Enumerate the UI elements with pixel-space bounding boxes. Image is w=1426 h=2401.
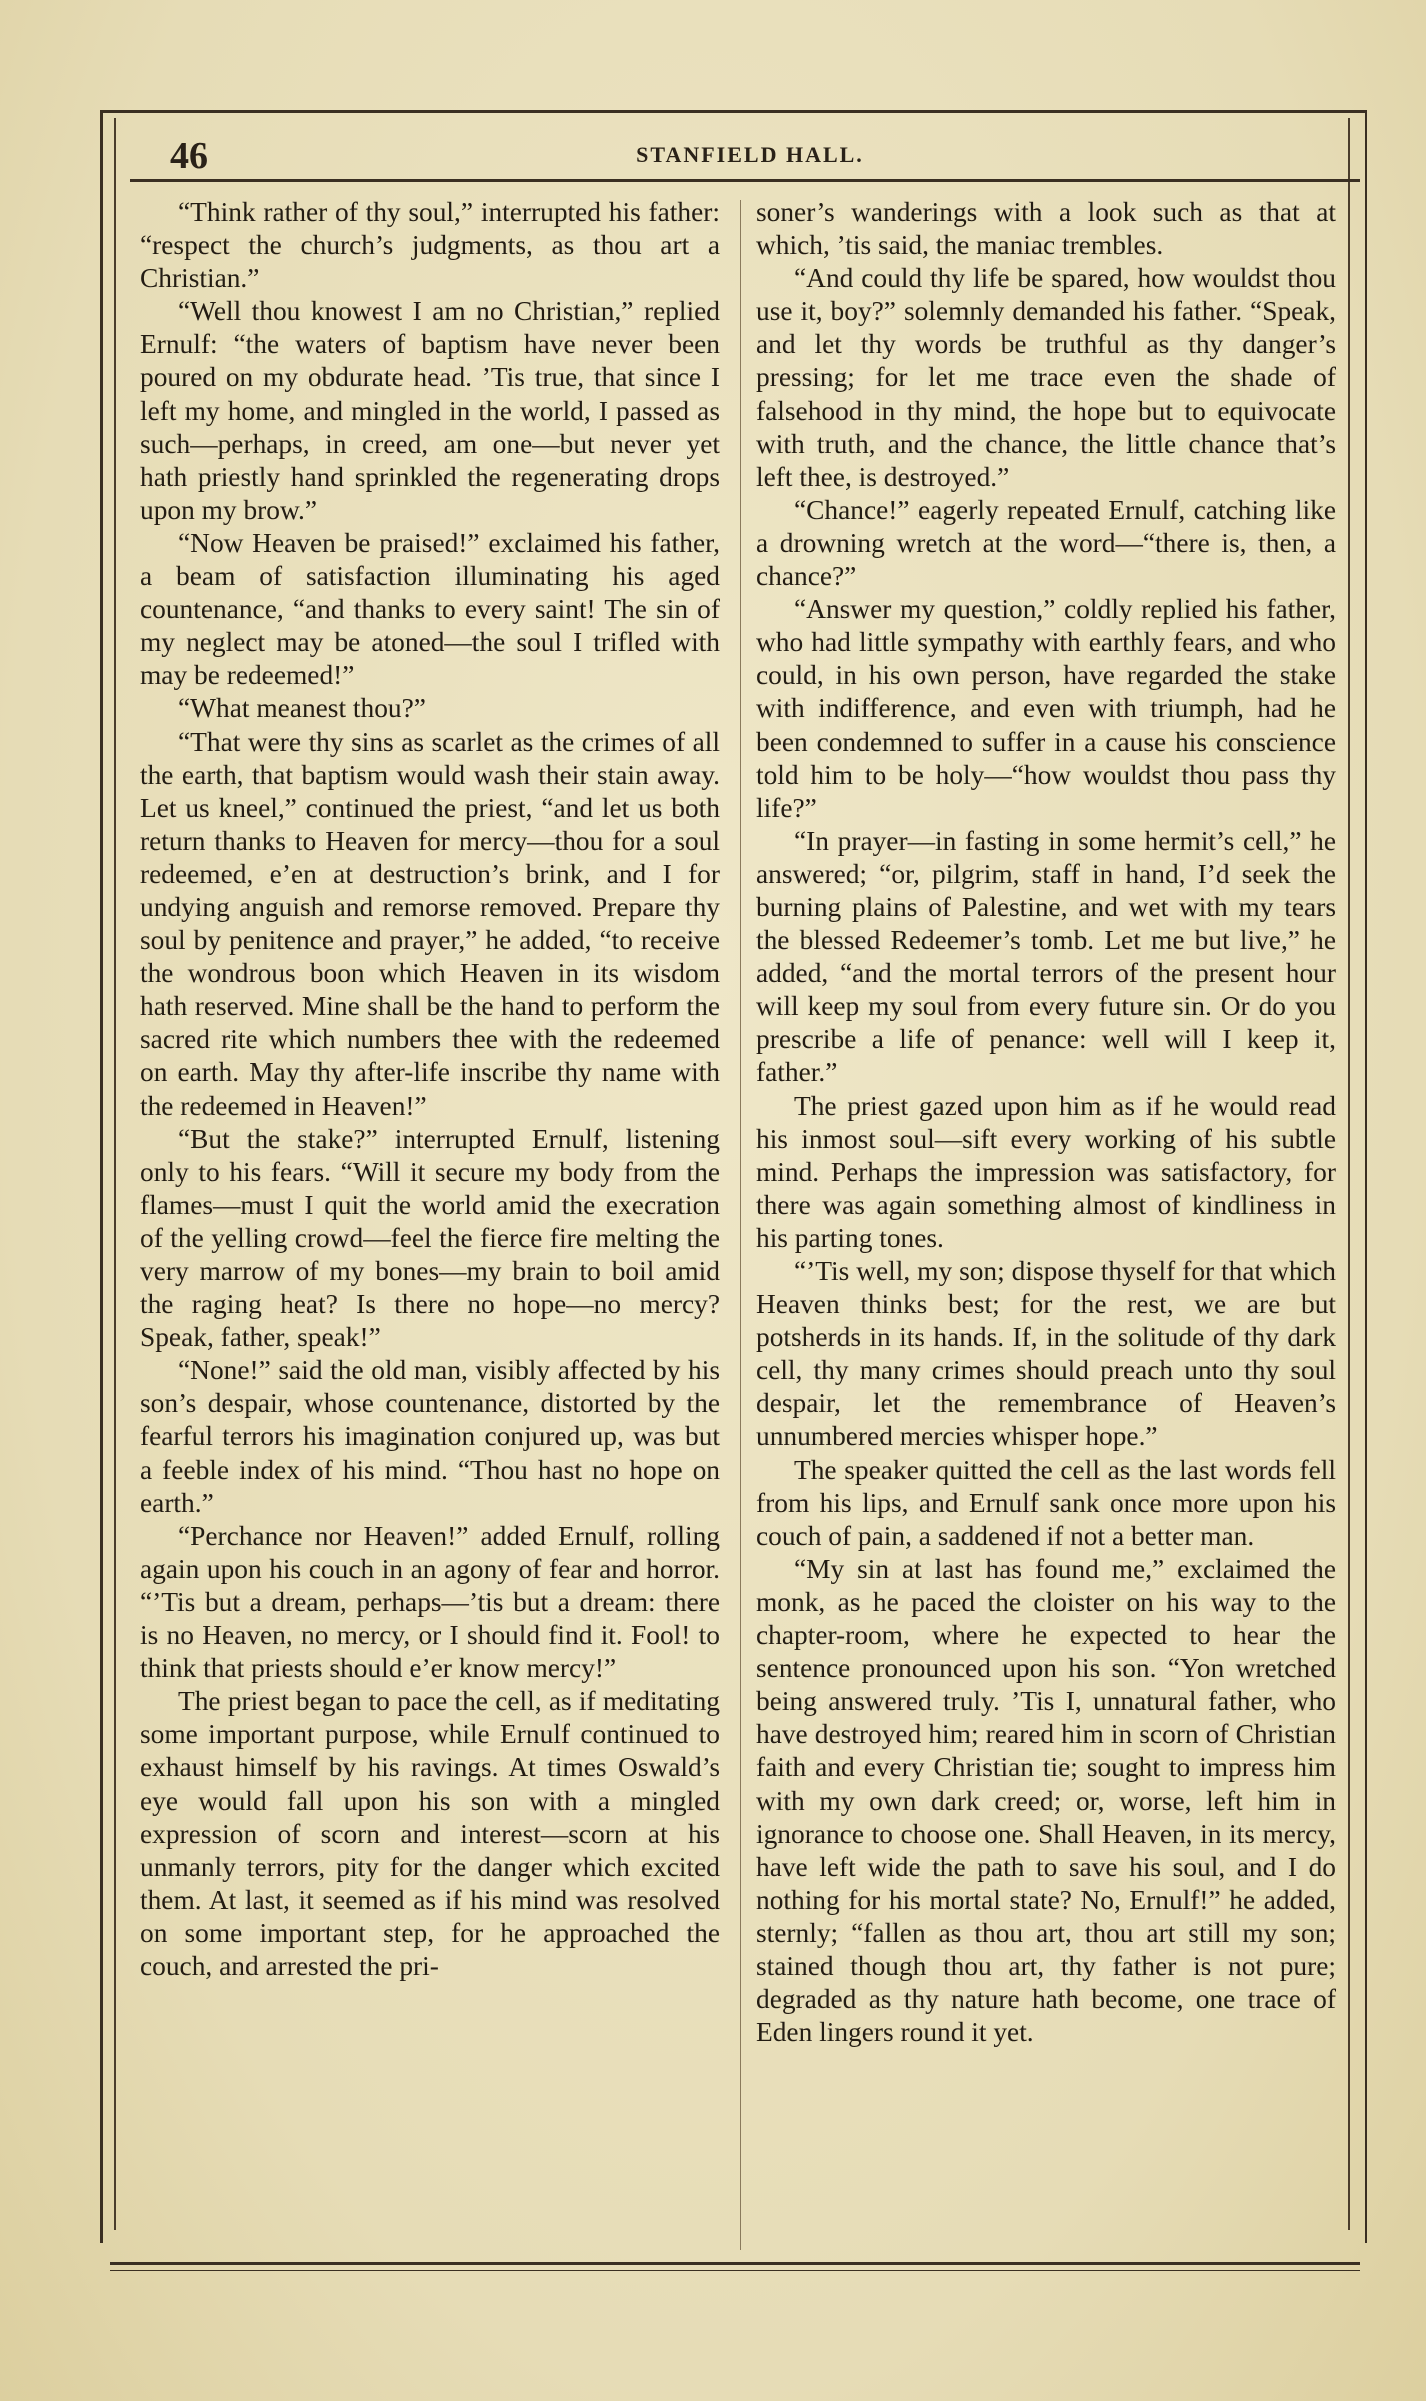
paragraph: The priest began to pace the cell, as if meditating some important purpose, while Ernulf continued to exhaust himself by his ravings. At times Oswald’s eye would fall upon his son with a mingled expression of scorn and interest—scorn at his unmanly terrors, pity for the danger which excited them. At last, it seemed as if his mind was resolved on some important step, for he approached the couch, and arrested the pri- (140, 1686, 720, 1981)
paragraph-continuation: soner’s wanderings with a look such as that at which, ’tis said, the maniac trembles. (756, 197, 1336, 261)
footer-rule (110, 2262, 1360, 2265)
footer-rule-thin (110, 2270, 1360, 2271)
paragraph: “Now Heaven be praised!” exclaimed his father, a beam of satisfaction illuminating his aged countenance, “and thanks to every saint! The sin of my neglect may be atoned—the soul I trifled with may be redeemed!” (140, 527, 720, 691)
paragraph: “My sin at last has found me,” exclaimed the monk, as he paced the cloister on his way to the chapter-room, where he expected to hear the sentence pronounced upon his son. “Yon wretched being answered truly. ’Tis I, unnatural father, who have destroyed him; reared him in scorn of Christian faith and every Christian tie; sought to impress him with my own dark creed; or, worse, left him in ignorance to choose one. Shall Heaven, in its mercy, have left wide the path to save his soul, and I do nothing for his mortal state? No, Ernulf!” he added, sternly; “fallen as thou art, thou art still my son; stained though thou art, thy father is not pure; degraded as thy nature hath become, one trace of Eden lingers round it yet. (756, 1553, 1336, 2048)
paragraph: “Answer my question,” coldly replied his father, who had little sympathy with earthly fears, and who could, in his own person, have regarded the stake with indifference, and even with triumph, had he been condemned to suffer in a cause his conscience told him to be holy—“how wouldst thou pass thy life?” (756, 594, 1336, 823)
left-column (140, 196, 720, 1983)
paragraph: “But the stake?” interrupted Ernulf, listening only to his fears. “Will it secure my body from the flames—must I quit the world amid the execration of the yelling crowd—feel the fierce fire melting the very marrow of my bones—my brain to boil amid the raging heat? Is there no hope—no mercy? Speak, father, speak!” (140, 1123, 720, 1353)
paragraph: “Well thou knowest I am no Christian,” replied Ernulf: “the waters of baptism have never been poured on my obdurate head. ’Tis true, that since I left my home, and mingled in the world, I passed as such—perhaps, in creed, am one—but never yet hath priestly hand sprinkled the regenerating drops upon my brow.” (140, 296, 720, 525)
paragraph: “Chance!” eagerly repeated Ernulf, catching like a drowning wretch at the word—“there is, then, a chance?” (756, 494, 1336, 592)
paragraph: “What meanest thou?” (178, 693, 426, 724)
paragraph: The speaker quitted the cell as the last words fell from his lips, and Ernulf sank once more upon his couch of pain, a saddened if not a better man. (756, 1454, 1336, 1551)
paragraph: “’Tis well, my son; dispose thyself for that which Heaven thinks best; for the rest, we are but potsherds in its hands. If, in the solitude of thy dark cell, thy many crimes should preach unto thy soul despair, let the remembrance of Heaven’s unnumbered mercies whisper hope.” (756, 1256, 1336, 1452)
running-title: STANFIELD HALL. (636, 142, 864, 167)
column-divider (740, 200, 741, 2250)
header-rule (130, 179, 1360, 182)
page-number: 46 (170, 135, 208, 177)
paragraph: “None!” said the old man, visibly affected by his son’s despair, whose countenance, distorted by the fearful terrors his imagination conjured up, was but a feeble index of his mind. “Thou hast no hope on earth.” (140, 1355, 720, 1518)
paragraph: “Think rather of thy soul,” interrupted his father: “respect the church’s judgments, as thou art a Christian.” (140, 197, 720, 294)
paragraph: “And could thy life be spared, how wouldst thou use it, boy?” solemnly demanded his father. “Speak, and let thy words be truthful as thy danger’s pressing; for let me trace even the shade of falsehood in thy mind, the hope but to equivocate with truth, and the chance, the little chance that’s left thee, is destroyed.” (756, 263, 1336, 492)
paragraph: The priest gazed upon him as if he would read his inmost soul—sift every working of his subtle mind. Perhaps the impression was satisfactory, for there was again something almost of kindliness in his parting tones. (756, 1090, 1336, 1253)
paragraph: “In prayer—in fasting in some hermit’s cell,” he answered; “or, pilgrim, staff in hand, I’d seek the burning plains of Palestine, and wet with my tears the blessed Redeemer’s tomb. Let me but live,” he added, “and the mortal terrors of the present hour will keep my soul from every future sin. Or do you prescribe a life of penance: well will I keep it, father.” (756, 825, 1336, 1088)
paragraph: “Perchance nor Heaven!” added Ernulf, rolling again upon his couch in an agony of fear and horror. “’Tis but a dream, perhaps—’tis but a dream: there is no Heaven, no mercy, or I should find it. Fool! to think that priests should e’er know mercy!” (140, 1520, 720, 1684)
paragraph: “That were thy sins as scarlet as the crimes of all the earth, that baptism would wash their stain away. Let us kneel,” continued the priest, “and let us both return thanks to Heaven for mercy—thou for a soul redeemed, e’en at destruction’s brink, and I for undying anguish and remorse removed. Prepare thy soul by penitence and prayer,” he added, “to receive the wondrous boon which Heaven in its wisdom hath reserved. Mine shall be the hand to perform the sacred rite which numbers thee with the redeemed on earth. May thy after-life inscribe thy name with the redeemed in Heaven!” (140, 726, 720, 1121)
right-column (756, 196, 1336, 2049)
